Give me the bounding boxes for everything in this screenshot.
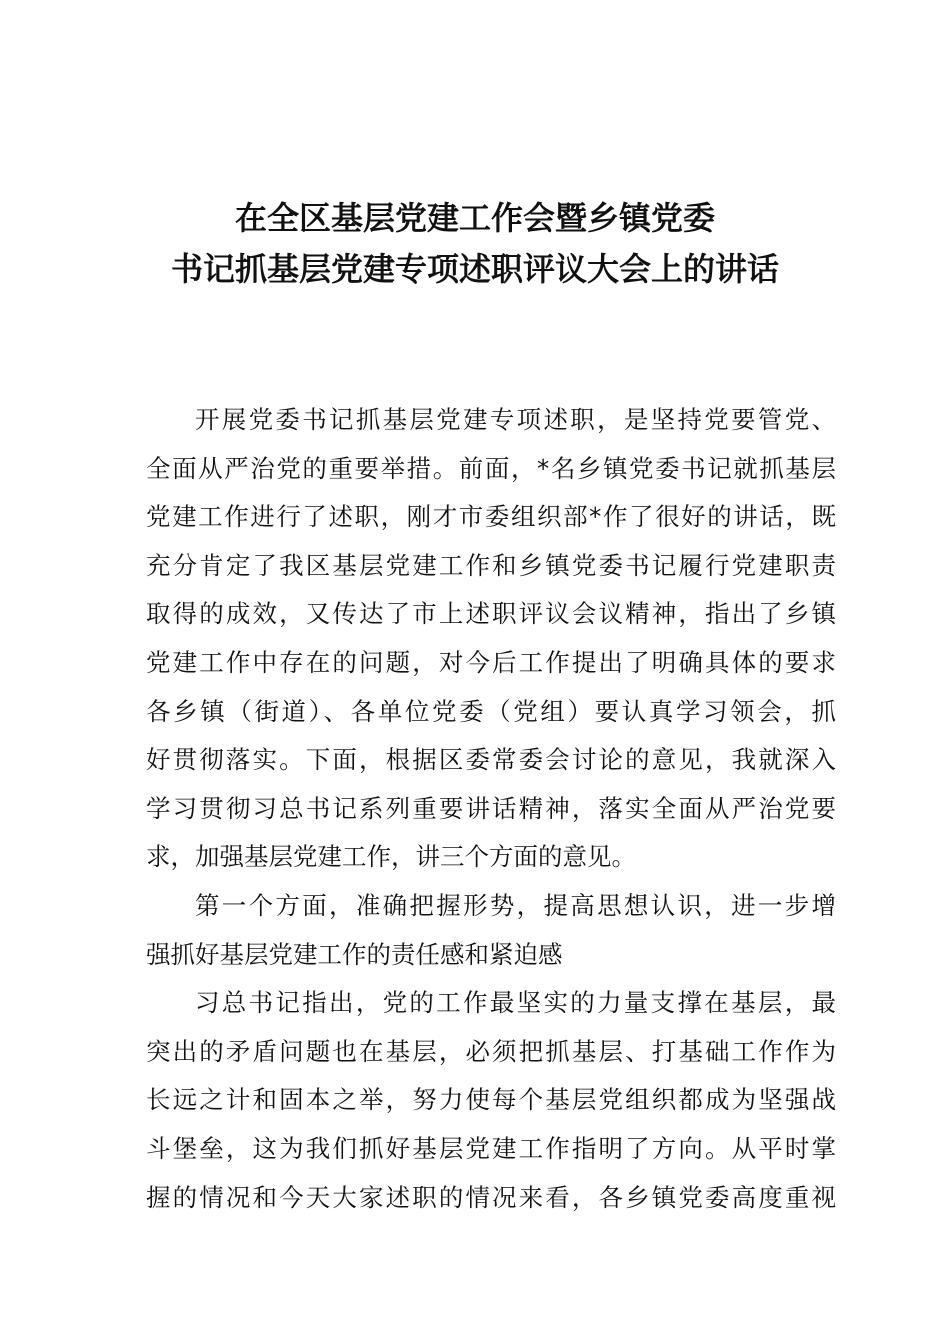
paragraph-1-line: 党建工作中存在的问题，对今后工作提出了明确具体的要求 bbox=[146, 647, 836, 677]
paragraph-2-line: 长远之计和固本之举，努力使每个基层党组织都成为坚强战 bbox=[146, 1085, 836, 1115]
paragraph-1-line: 学习贯彻习总书记系列重要讲话精神，落实全面从严治党要 bbox=[146, 793, 836, 823]
paragraph-1-line: 开展党委书记抓基层党建专项述职，是坚持党要管党、 bbox=[195, 405, 836, 434]
paragraph-1-line: 各乡镇（街道）、各单位党委（党组）要认真学习领会，抓 bbox=[146, 696, 836, 726]
paragraph-1-line: 党建工作进行了述职，刚才市委组织部*作了很好的讲话，既 bbox=[146, 502, 836, 532]
title-line-1: 在全区基层党建工作会暨乡镇党委 bbox=[234, 199, 715, 237]
document-body bbox=[146, 396, 836, 1222]
paragraph-1-line: 全面从严治党的重要举措。前面，*名乡镇党委书记就抓基层 bbox=[146, 453, 836, 483]
document-title bbox=[0, 193, 950, 295]
paragraph-2-line: 突出的矛盾问题也在基层，必须把抓基层、打基础工作作为 bbox=[146, 1036, 836, 1066]
title-line-2: 书记抓基层党建专项述职评议大会上的讲话 bbox=[170, 250, 779, 288]
paragraph-1-line: 求，加强基层党建工作，讲三个方面的意见。 bbox=[146, 842, 636, 872]
paragraph-1-line: 充分肯定了我区基层党建工作和乡镇党委书记履行党建职责 bbox=[146, 550, 836, 580]
paragraph-2-line: 斗堡垒，这为我们抓好基层党建工作指明了方向。从平时掌 bbox=[146, 1133, 836, 1163]
paragraph-1-line: 取得的成效，又传达了市上述职评议会议精神，指出了乡镇 bbox=[146, 599, 836, 629]
paragraph-2-line: 握的情况和今天大家述职的情况来看，各乡镇党委高度重视 bbox=[146, 1182, 836, 1212]
paragraph-2-line: 习总书记指出，党的工作最坚实的力量支撑在基层，最 bbox=[195, 988, 836, 1018]
section-heading-line: 第一个方面，准确把握形势，提高思想认识，进一步增 bbox=[195, 890, 836, 920]
section-heading-line: 强抓好基层党建工作的责任感和紧迫感 bbox=[146, 939, 563, 969]
paragraph-1-line: 好贯彻落实。下面，根据区委常委会讨论的意见，我就深入 bbox=[146, 745, 836, 775]
